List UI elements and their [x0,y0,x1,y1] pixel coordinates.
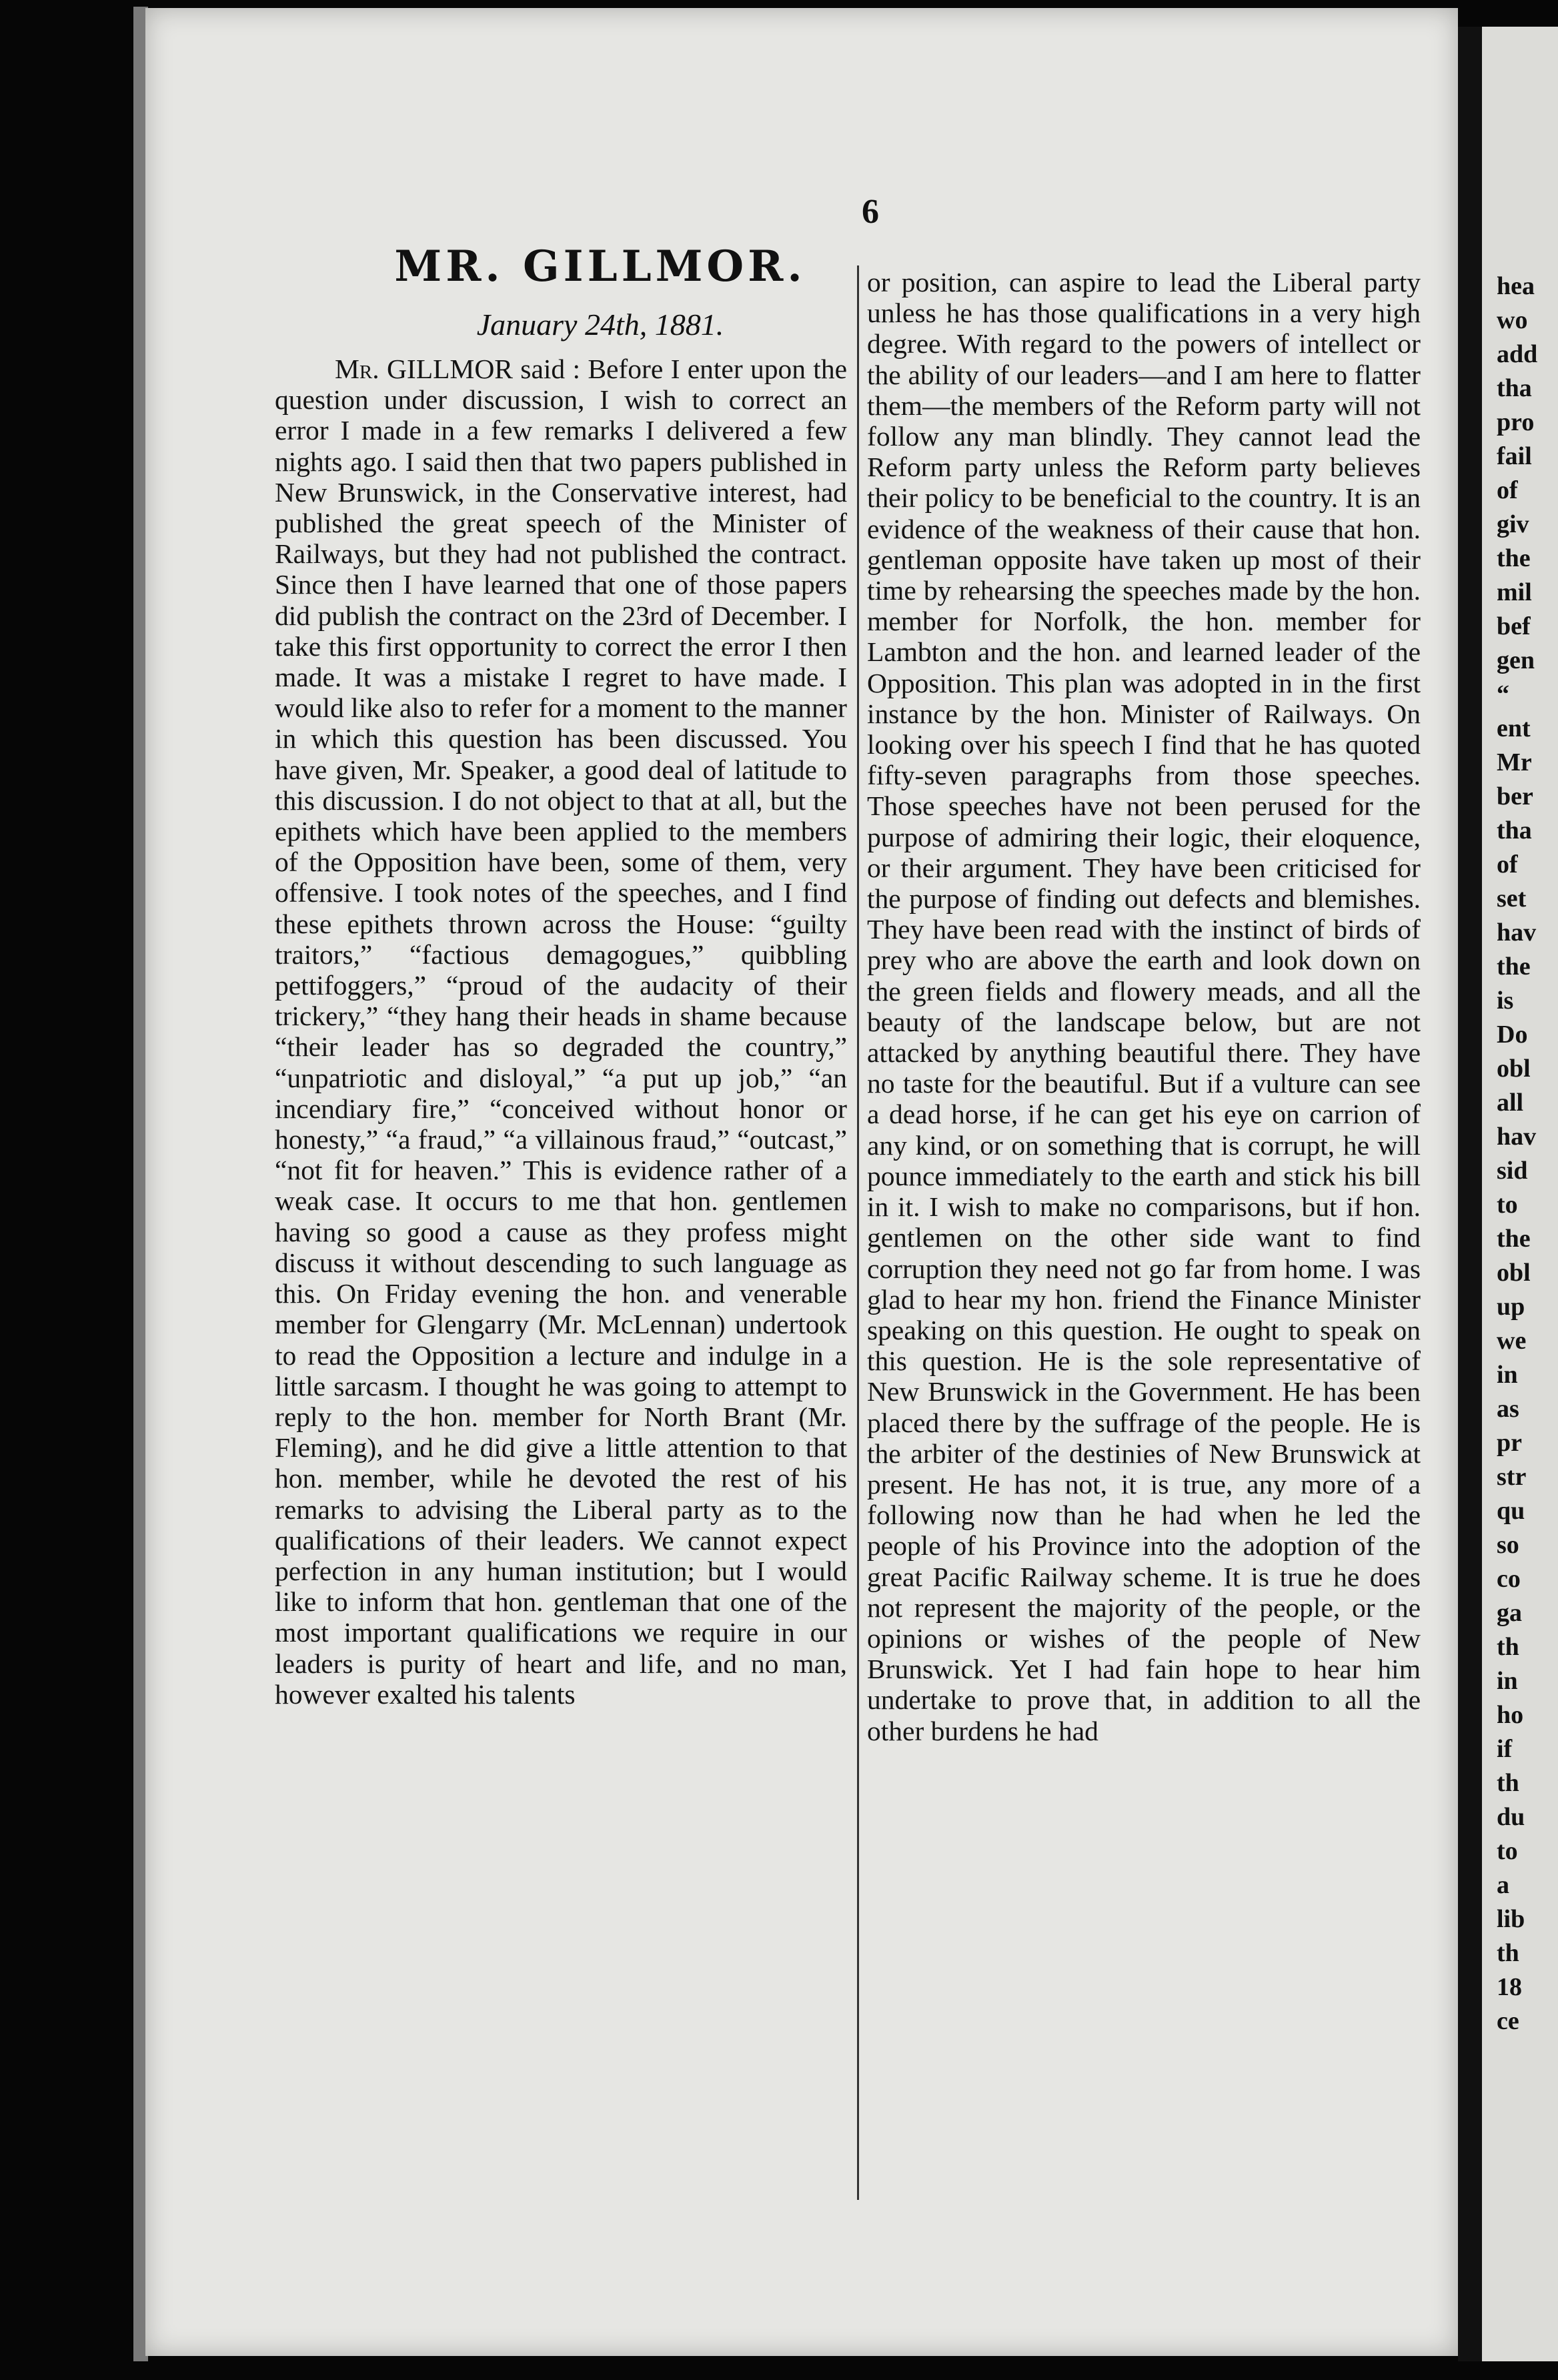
adjacent-page-fragment: set [1497,884,1527,913]
adjacent-page-fragment: is [1497,987,1514,1015]
adjacent-page-fragment: so [1497,1531,1519,1559]
adjacent-page-fragment: in [1497,1667,1518,1695]
adjacent-page-fragment: co [1497,1565,1521,1593]
left-text-column [275,354,847,1710]
page-number: 6 [862,193,879,231]
adjacent-page-fragment: hea [1497,272,1535,300]
adjacent-page-fragment: hav [1497,1123,1537,1151]
adjacent-page-fragment: th [1497,1769,1519,1797]
adjacent-page-fragment: we [1497,1327,1527,1355]
adjacent-page-fragment: obl [1497,1259,1531,1287]
right-column-text: or position, can aspire to lead the Liberal party unless he has those qualifications in a very high degree. With regard to the powers of intellect or the ability of our leaders—and I am here to flatter them—the members of the Reform party will not follow any man blindly. They cannot lead the Reform party unless the Reform party believes their policy to be beneficial to the country. It is an evidence of the weakness of their cause that hon. gentleman opposite have taken up most of their time by rehearsing the speeches made by the hon. member for Norfolk, the hon. member for Lambton and the hon. and learned leader of the Opposition. This plan was adopted in in the first instance by the hon. Minister of Railways. On looking over his speech I find that he has quoted fifty-seven paragraphs from those speeches. Those speeches have not been perused for the purpose of admiring their logic, their eloquence, or their argument. They have been criticised for the purpose of finding out defects and blemishes. They have been read with the instinct of birds of prey who are above the earth and look down on the green fields and flowery meads, and all the beauty of the landscape below, but are not attacked by anything beautiful there. They have no taste for the beautiful. But if a vulture can see a dead horse, if he can get his eye on carrion of any kind, or on something that is corrupt, he will pounce immediately to the earth and stick his bill in it. I wish to make no comparisons, but if hon. gentlemen on the other side want to find corruption they need not go far from home. I was glad to hear my hon. friend the Finance Minister speaking on this question. He ought to speak on this question. He is the sole representative of New Brunswick in the Government. He has been placed there by the suffrage of the people. He is the arbiter of the destinies of New Brunswick at present. He has not, it is true, any more of a following now than he had when he led the people of his Province into the adoption of the great Pacific Railway scheme. It is true he does not represent the majority of the people, or the opinions or wishes of the people of New Brunswick. Yet I had fain hope to hear him undertake to prove that, in addition to all the other burdens he had [867,267,1421,1746]
column-divider [857,265,859,2200]
adjacent-page-fragment: lib [1497,1905,1525,1933]
adjacent-page-fragment: up [1497,1293,1525,1321]
adjacent-page-fragment: 18 [1497,1973,1522,2001]
adjacent-page-fragment: ga [1497,1599,1522,1627]
adjacent-page-fragment: fail [1497,442,1532,470]
adjacent-page-fragment: add [1497,340,1538,368]
adjacent-page-fragment: all [1497,1089,1524,1117]
right-text-column [867,267,1421,1746]
adjacent-page-fragment: to [1497,1191,1518,1219]
adjacent-page [1482,27,1558,2361]
adjacent-page-fragment: qu [1497,1497,1525,1525]
adjacent-page-fragment: tha [1497,816,1532,844]
adjacent-page-fragment: Mr [1497,748,1532,776]
adjacent-page-fragment: str [1497,1463,1527,1491]
article-date: January 24th, 1881. [476,308,724,342]
adjacent-page-fragment: ber [1497,782,1533,810]
adjacent-page-fragment: the [1497,1225,1531,1253]
adjacent-page-fragment: hav [1497,919,1537,947]
adjacent-page-fragment: as [1497,1395,1519,1423]
adjacent-page-fragment: bef [1497,612,1531,640]
speaker-name: Mr. GILLMOR [335,354,513,384]
adjacent-page-fragment: if [1497,1735,1513,1763]
adjacent-page-fragment: in [1497,1361,1518,1389]
adjacent-page-fragment: ent [1497,714,1531,742]
adjacent-page-fragment: to [1497,1837,1518,1865]
adjacent-page-fragment: ce [1497,2007,1519,2035]
adjacent-page-fragment: th [1497,1939,1519,1967]
adjacent-page-fragment: the [1497,953,1531,981]
left-column-paragraph [275,354,847,1710]
adjacent-page-fragment: gen [1497,646,1535,674]
adjacent-page-fragment: obl [1497,1055,1531,1083]
adjacent-page-fragment: tha [1497,374,1532,402]
adjacent-page-fragment: “ [1497,680,1509,708]
book-gutter [1458,27,1482,2361]
adjacent-page-fragment: a [1497,1871,1509,1899]
adjacent-page-fragment: of [1497,850,1518,878]
adjacent-page-fragment: the [1497,544,1531,572]
left-column-text: said : Before I enter upon the question under discussion, I wish to correct an error I made in a few remarks I delivered a few nights ago. I said then that two papers published in New Brunswick, in the Conservative interest, had published the great speech of the Minister of Railways, but they had not published the contract. Since then I have learned that one of those papers did publish the contract on the 23rd of December. I take this first opportunity to correct the error I then made. It was a mistake I regret to have made. I would like also to refer for a moment to the manner in which this question has been discussed. You have given, Mr. Speaker, a good deal of latitude to this discussion. I do not object to that at all, but the epithets which have been applied to the members of the Opposition have been, some of them, very offensive. I took notes of the speeches, and I find these epithets thrown across the House: “guilty traitors,” “factious demagogues,” quibbling pettifoggers,” “proud of the audacity of their trickery,” “they hang their heads in shame because “their leader has so degraded the country,” “unpatriotic and disloyal,” “a put up job,” “an incendiary fire,” “conceived without honor or honesty,” “a fraud,” “a villainous fraud,” “outcast,” “not fit for heaven.” This is evidence rather of a weak case. It occurs to me that hon. gentlemen having so good a cause as they profess might discuss it without descending to such language as this. On Friday evening the hon. and venerable member for Glengarry (Mr. McLennan) undertook to read the Opposition a lecture and indulge in a little sarcasm. I thought he was going to attempt to reply to the hon. member for North Brant (Mr. Fleming), and he did give a little attention to that hon. member, while he devoted the rest of his remarks to advising the Liberal party as to the qualifications of their leaders. We cannot expect perfection in any human institution; but I would like to inform that hon. gentleman that one of the most important qualifications we require in our leaders is purity of heart and life, and no man, however exalted his talents [275,354,847,1710]
adjacent-page-fragment: th [1497,1633,1519,1661]
adjacent-page-fragment: wo [1497,306,1528,334]
adjacent-page-fragment: giv [1497,510,1529,538]
adjacent-page-fragment: du [1497,1803,1525,1831]
adjacent-page-fragment: of [1497,476,1518,504]
adjacent-page-fragment: pro [1497,408,1535,436]
article-title: MR. GILLMOR. [394,241,806,291]
adjacent-page-fragment: pr [1497,1429,1522,1457]
adjacent-page-fragment: Do [1497,1021,1528,1049]
adjacent-page-fragment: ho [1497,1701,1524,1729]
adjacent-page-fragment: sid [1497,1157,1528,1185]
adjacent-page-fragment: mil [1497,578,1532,606]
